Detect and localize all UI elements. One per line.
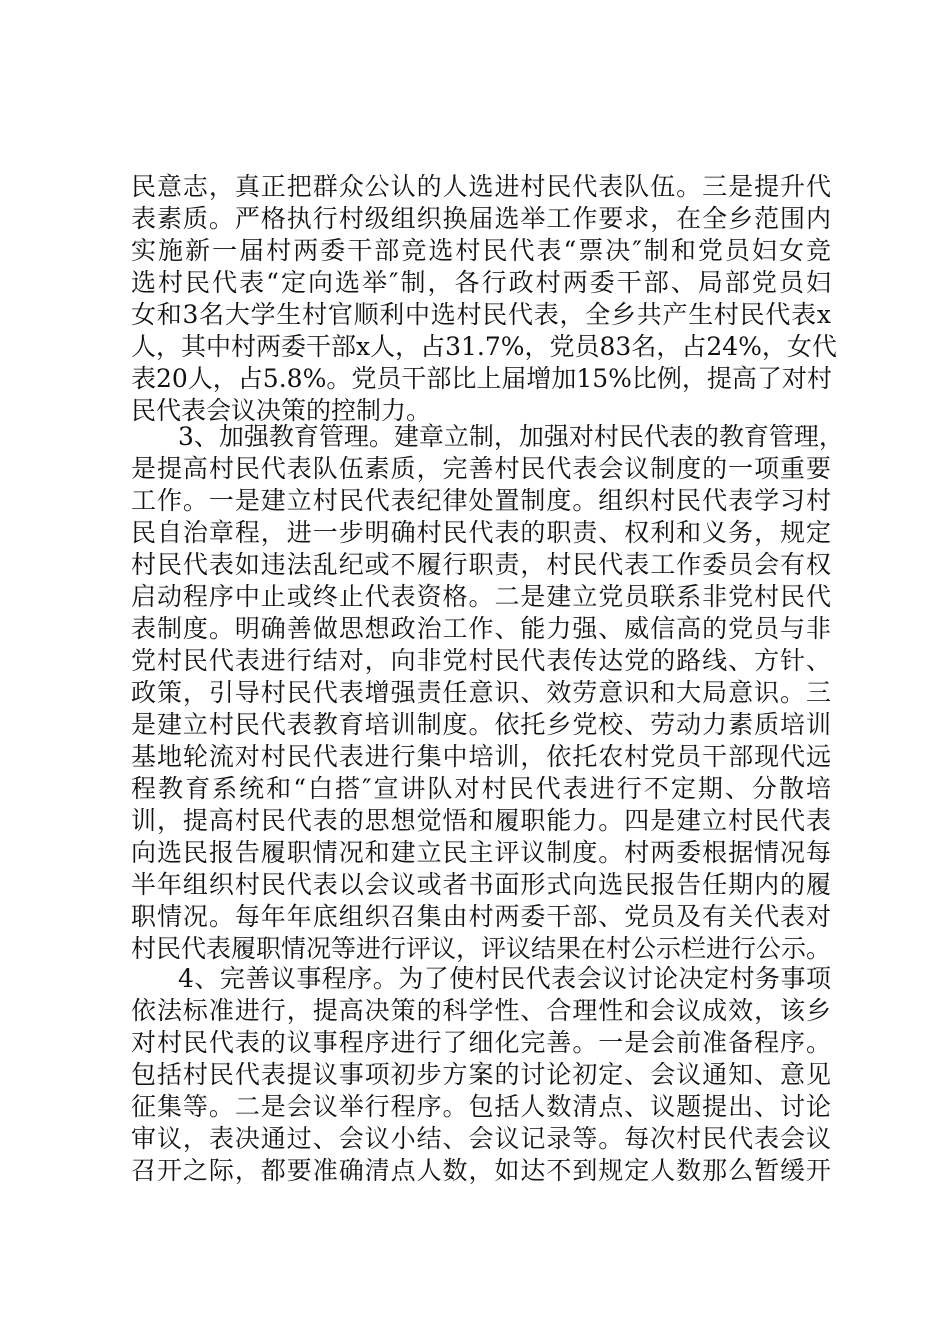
section-education-management <box>131 421 844 965</box>
paragraph-continued <box>131 171 837 427</box>
text-line: 程教育系统和“白搭″宣讲队对村民代表进行不定期、分散培 <box>131 774 831 803</box>
text-line: 向选民报告履职情况和建立民主评议制度。村两委根据情况每 <box>131 838 831 867</box>
text-line: 民自治章程，进一步明确村民代表的职责、权利和义务，规定 <box>131 518 831 547</box>
text-line: 党村民代表进行结对，向非党村民代表传达党的路线、方针、 <box>131 646 831 675</box>
section-heading-line: 4、完善议事程序。为了使村民代表会议讨论决定村务事项 <box>178 964 831 993</box>
text-line: 征集等。二是会议举行程序。包括人数清点、议题提出、讨论 <box>131 1092 831 1121</box>
text-line: 表20人，占5.8%。党员干部比上届增加15%比例，提高了对村 <box>131 364 832 393</box>
section-heading-line: 3、加强教育管理。建章立制，加强对村民代表的教育管理， <box>178 422 844 451</box>
text-line: 表制度。明确善做思想政治工作、能力强、威信高的党员与非 <box>131 614 831 643</box>
text-line: 民意志，真正把群众公认的人选进村民代表队伍。三是提升代 <box>131 172 831 201</box>
text-line: 人，其中村两委干部x人，占31.7%，党员83名，占24%，女代 <box>131 332 837 361</box>
text-line: 是提高村民代表队伍素质，完善村民代表会议制度的一项重要 <box>131 454 831 483</box>
text-line: 民代表会议决策的控制力。 <box>131 396 432 425</box>
section-procedure <box>131 963 831 1187</box>
text-line: 选村民代表“定向选举″制，各行政村两委干部、局部党员妇 <box>131 268 831 297</box>
text-line: 村民代表履职情况等进行评议，评议结果在村公示栏进行公示。 <box>131 934 832 963</box>
text-line: 对村民代表的议事程序进行了细化完善。一是会前准备程序。 <box>131 1028 831 1057</box>
text-line: 政策，引导村民代表增强责任意识、效劳意识和大局意识。三 <box>131 678 831 707</box>
text-line: 训，提高村民代表的思想觉悟和履职能力。四是建立村民代表 <box>131 806 831 835</box>
text-line: 基地轮流对村民代表进行集中培训，依托农村党员干部现代远 <box>131 742 831 771</box>
text-line: 村民代表如违法乱纪或不履行职责，村民代表工作委员会有权 <box>131 550 831 579</box>
text-line: 实施新一届村两委干部竞选村民代表“票决″制和党员妇女竞 <box>131 236 831 265</box>
text-line: 是建立村民代表教育培训制度。依托乡党校、劳动力素质培训 <box>131 710 831 739</box>
text-line: 依法标准进行，提高决策的科学性、合理性和会议成效，该乡 <box>131 996 831 1025</box>
text-line: 审议，表决通过、会议小结、会议记录等。每次村民代表会议 <box>131 1124 831 1153</box>
text-line: 职情况。每年年底组织召集由村两委干部、党员及有关代表对 <box>131 902 831 931</box>
text-line: 工作。一是建立村民代表纪律处置制度。组织村民代表学习村 <box>131 486 831 515</box>
text-line: 表素质。严格执行村级组织换届选举工作要求，在全乡范围内 <box>131 204 831 233</box>
text-line: 女和3名大学生村官顺利中选村民代表，全乡共产生村民代表x <box>131 300 831 329</box>
text-line: 召开之际，都要准确清点人数，如达不到规定人数那么暂缓开 <box>131 1156 831 1185</box>
text-line: 半年组织村民代表以会议或者书面形式向选民报告任期内的履 <box>131 870 831 899</box>
text-line: 包括村民代表提议事项初步方案的讨论初定、会议通知、意见 <box>131 1060 831 1089</box>
text-line: 启动程序中止或终止代表资格。二是建立党员联系非党村民代 <box>131 582 831 611</box>
